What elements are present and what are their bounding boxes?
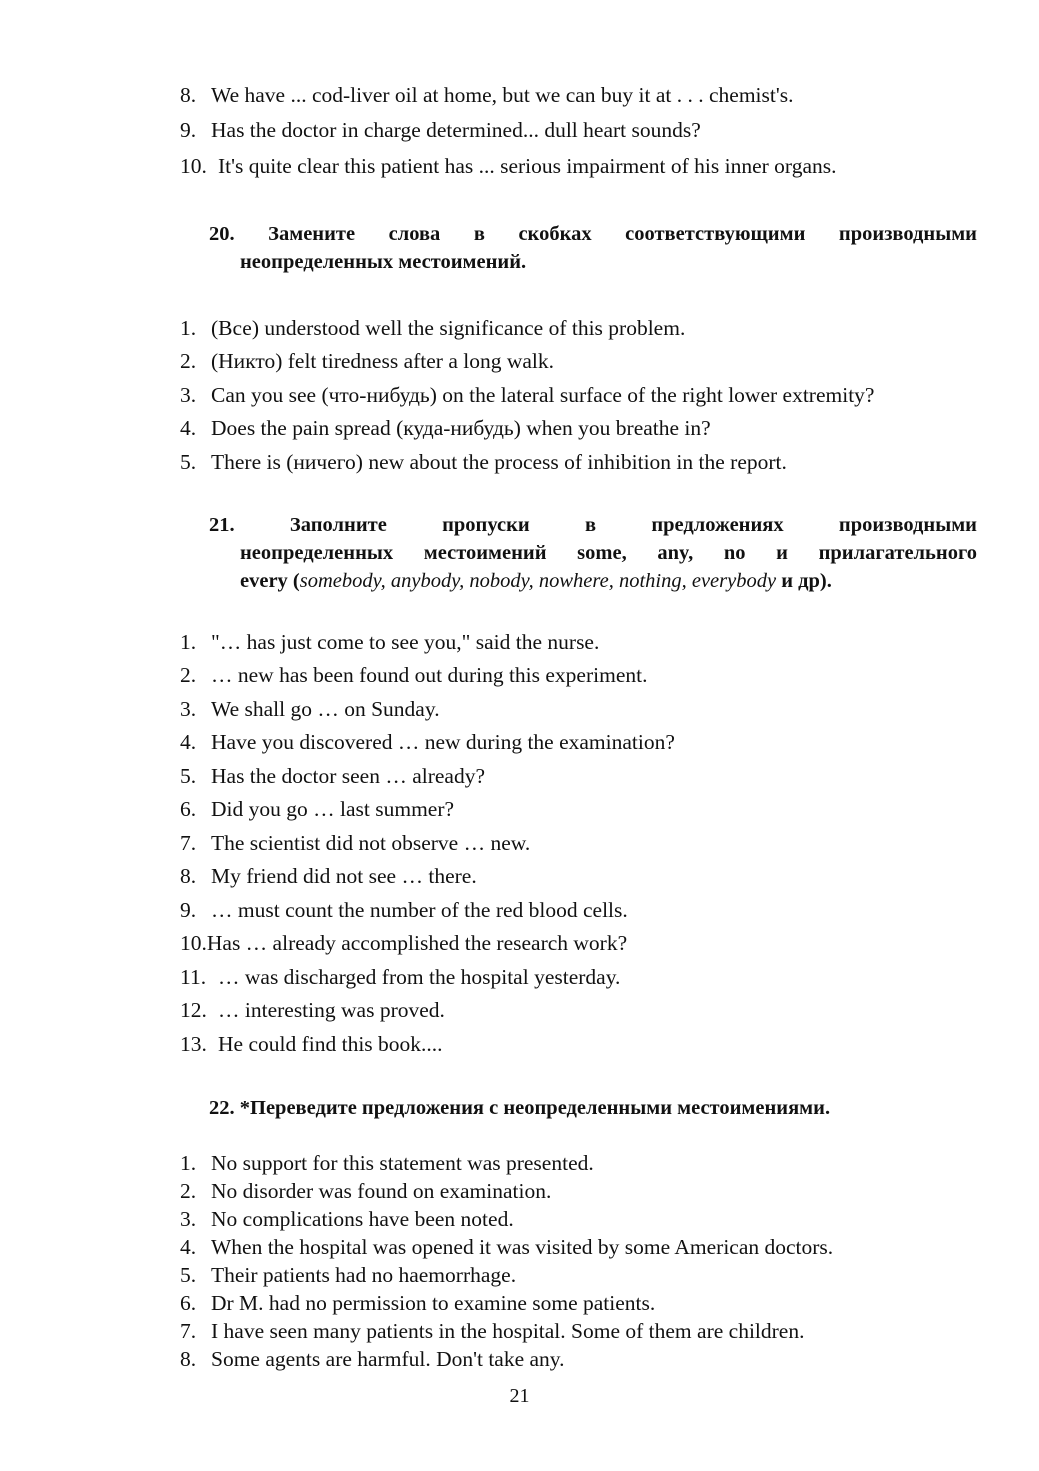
exercise-22-heading	[209, 1094, 977, 1122]
item-text: … new has been found out during this experiment.	[211, 663, 648, 687]
list-item	[180, 449, 787, 475]
item-number: 12.	[180, 998, 207, 1022]
item-number: 7.	[180, 831, 197, 855]
list-item	[180, 1150, 594, 1176]
item-text: Does the pain spread (куда-нибудь) when you breathe in?	[211, 416, 711, 440]
item-number: 8.	[180, 1347, 197, 1371]
list-item	[180, 763, 485, 789]
list-item	[180, 897, 628, 923]
item-text: "… has just come to see you," said the nurse.	[211, 630, 600, 654]
heading-line	[209, 567, 977, 595]
item-number: 8.	[180, 864, 197, 888]
item-text: No disorder was found on examination.	[211, 1179, 552, 1203]
item-text: Has the doctor in charge determined... dull heart sounds?	[211, 118, 701, 142]
exercise-21-heading	[209, 511, 977, 595]
item-text: Did you go … last summer?	[211, 797, 455, 821]
list-item	[180, 930, 627, 956]
item-text: … must count the number of the red blood cells.	[211, 898, 628, 922]
item-text: We have ... cod-liver oil at home, but we can buy it at . . . chemist's.	[211, 83, 794, 107]
item-number: 13.	[180, 1032, 207, 1056]
list-item	[180, 629, 599, 655]
list-item	[180, 82, 793, 108]
item-number: 1.	[180, 316, 197, 340]
item-number: 11.	[180, 965, 207, 989]
item-number: 1.	[180, 1151, 197, 1175]
list-item	[180, 153, 836, 179]
item-number: 2.	[180, 1179, 197, 1203]
list-item	[180, 729, 675, 755]
list-item	[180, 964, 620, 990]
list-item	[180, 1290, 655, 1316]
list-item	[180, 1262, 516, 1288]
list-item	[180, 117, 701, 143]
list-item	[180, 1206, 514, 1232]
item-number: 8.	[180, 83, 197, 107]
list-item	[180, 662, 647, 688]
item-number: 4.	[180, 730, 197, 754]
item-text: … was discharged from the hospital yesterday.	[218, 965, 621, 989]
heading-text: every (	[240, 570, 300, 592]
list-item	[180, 382, 874, 408]
list-item	[180, 415, 711, 441]
heading-line: 20. Замените слова в скобках соответствующими производными	[209, 223, 977, 245]
list-item	[180, 863, 477, 889]
item-number: 3.	[180, 1207, 197, 1231]
item-text: No complications have been noted.	[211, 1207, 514, 1231]
list-item	[180, 830, 530, 856]
list-item	[180, 1346, 565, 1372]
item-number: 10.	[180, 154, 207, 178]
item-text: Dr M. had no permission to examine some patients.	[211, 1291, 656, 1315]
heading-italic-text: somebody, anybody, nobody, nowhere, nothing, everybody	[299, 570, 777, 592]
exercise-20-heading	[209, 220, 977, 276]
list-item	[180, 315, 685, 341]
list-item	[180, 997, 445, 1023]
item-number: 9.	[180, 898, 197, 922]
item-text: … interesting was proved.	[218, 998, 445, 1022]
heading-line: 22. *Переведите предложения с неопределенными местоимениями.	[209, 1097, 831, 1119]
item-number: 1.	[180, 630, 197, 654]
item-text: We shall go … on Sunday.	[211, 697, 440, 721]
list-item	[180, 796, 454, 822]
item-text: Can you see (что-нибудь) on the lateral surface of the right lower extremity?	[211, 383, 875, 407]
list-item	[180, 348, 554, 374]
item-text: My friend did not see … there.	[211, 864, 477, 888]
item-text: No support for this statement was presented.	[211, 1151, 594, 1175]
item-text: The scientist did not observe … new.	[211, 831, 531, 855]
item-text: Has … already accomplished the research work?	[206, 931, 628, 955]
heading-line: 21. Заполните пропуски в предложениях производными	[209, 514, 977, 536]
item-text: (Никто) felt tiredness after a long walk.	[211, 349, 555, 373]
list-item	[180, 1031, 443, 1057]
item-number: 4.	[180, 1235, 197, 1259]
list-item	[180, 1318, 804, 1344]
item-number: 10.	[180, 931, 207, 955]
page-number: 21	[509, 1385, 530, 1407]
item-number: 3.	[180, 697, 197, 721]
list-item	[180, 1178, 551, 1204]
item-text: Have you discovered … new during the examination?	[211, 730, 675, 754]
item-number: 4.	[180, 416, 197, 440]
item-number: 2.	[180, 663, 197, 687]
item-number: 9.	[180, 118, 197, 142]
item-text: Some agents are harmful. Don't take any.	[211, 1347, 565, 1371]
heading-text: и др).	[776, 570, 832, 592]
item-text: I have seen many patients in the hospital. Some of them are children.	[211, 1319, 805, 1343]
item-number: 5.	[180, 1263, 197, 1287]
item-number: 2.	[180, 349, 197, 373]
item-number: 6.	[180, 1291, 197, 1315]
item-text: Has the doctor seen … already?	[211, 764, 486, 788]
item-number: 7.	[180, 1319, 197, 1343]
item-number: 6.	[180, 797, 197, 821]
item-number: 3.	[180, 383, 197, 407]
heading-line: неопределенных местоимений.	[240, 251, 527, 273]
item-text: Their patients had no haemorrhage.	[211, 1263, 517, 1287]
list-item	[180, 1234, 833, 1260]
item-text: There is (ничего) new about the process of inhibition in the report.	[211, 450, 787, 474]
item-number: 5.	[180, 450, 197, 474]
item-text: When the hospital was opened it was visited by some American doctors.	[211, 1235, 834, 1259]
list-item	[180, 696, 440, 722]
item-number: 5.	[180, 764, 197, 788]
item-text: (Все) understood well the significance of this problem.	[211, 316, 686, 340]
item-text: It's quite clear this patient has ... serious impairment of his inner organs.	[218, 154, 837, 178]
item-text: He could find this book....	[218, 1032, 443, 1056]
heading-line: неопределенных местоимений some, any, no и прилагательного	[240, 542, 977, 564]
